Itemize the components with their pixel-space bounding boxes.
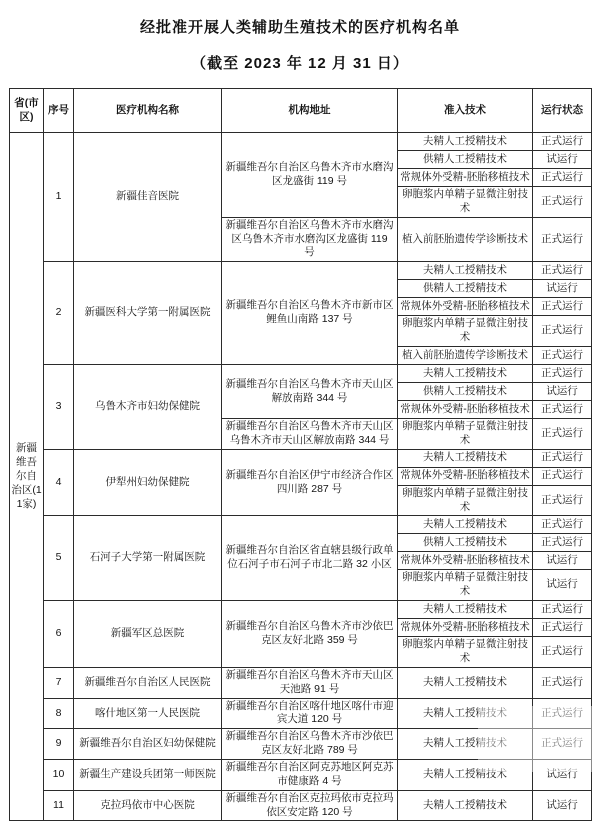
page-subtitle: （截至 2023 年 12 月 31 日） xyxy=(191,55,409,72)
status-cell: 正式运行 xyxy=(533,133,592,151)
address-cell: 新疆维吾尔自治区喀什地区喀什市迎宾大道 120 号 xyxy=(222,698,398,729)
technology-cell: 夫精人工授精技术 xyxy=(398,698,533,729)
table-row xyxy=(10,449,592,467)
index-cell: 7 xyxy=(44,667,74,698)
technology-cell: 常规体外受精-胚胎移植技术 xyxy=(398,401,533,419)
technology-cell: 卵胞浆内单精子显微注射技术 xyxy=(398,485,533,516)
status-cell: 试运行 xyxy=(533,570,592,601)
institution-name-cell: 克拉玛依市中心医院 xyxy=(74,790,222,821)
status-cell: 正式运行 xyxy=(533,169,592,187)
status-cell: 正式运行 xyxy=(533,698,592,729)
index-cell: 3 xyxy=(44,365,74,450)
status-cell: 试运行 xyxy=(533,552,592,570)
status-cell: 正式运行 xyxy=(533,401,592,419)
index-cell: 8 xyxy=(44,698,74,729)
table-row xyxy=(10,667,592,698)
address-cell: 新疆维吾尔自治区伊宁市经济合作区四川路 287 号 xyxy=(222,449,398,516)
institution-name-cell: 新疆维吾尔自治区妇幼保健院 xyxy=(74,729,222,760)
address-cell: 新疆维吾尔自治区克拉玛依市克拉玛依区安定路 120 号 xyxy=(222,790,398,821)
status-cell: 正式运行 xyxy=(533,262,592,280)
index-cell: 11 xyxy=(44,790,74,821)
status-cell: 正式运行 xyxy=(533,365,592,383)
technology-cell: 夫精人工授精技术 xyxy=(398,262,533,280)
index-cell: 10 xyxy=(44,760,74,791)
institution-name-cell: 新疆医科大学第一附属医院 xyxy=(74,262,222,365)
technology-cell: 夫精人工授精技术 xyxy=(398,729,533,760)
status-cell: 正式运行 xyxy=(533,729,592,760)
technology-cell: 常规体外受精-胚胎移植技术 xyxy=(398,169,533,187)
col-header-province: 省(市区) xyxy=(10,89,44,133)
technology-cell: 夫精人工授精技术 xyxy=(398,133,533,151)
status-cell: 正式运行 xyxy=(533,619,592,637)
table-row xyxy=(10,760,592,791)
index-cell: 2 xyxy=(44,262,74,365)
address-cell: 新疆维吾尔自治区乌鲁木齐市沙依巴克区友好北路 789 号 xyxy=(222,729,398,760)
technology-cell: 卵胞浆内单精子显微注射技术 xyxy=(398,316,533,347)
table-row xyxy=(10,698,592,729)
status-cell: 正式运行 xyxy=(533,419,592,450)
technology-cell: 夫精人工授精技术 xyxy=(398,760,533,791)
status-cell: 正式运行 xyxy=(533,316,592,347)
status-cell: 正式运行 xyxy=(533,467,592,485)
address-cell: 新疆维吾尔自治区乌鲁木齐市天山区乌鲁木齐市天山区解放南路 344 号 xyxy=(222,419,398,450)
address-cell: 新疆维吾尔自治区省直辖县级行政单位石河子市石河子市北二路 32 小区 xyxy=(222,516,398,601)
province-cell: 新疆维吾尔自治区(11家) xyxy=(10,133,44,821)
status-cell: 正式运行 xyxy=(533,601,592,619)
technology-cell: 卵胞浆内单精子显微注射技术 xyxy=(398,637,533,668)
technology-cell: 常规体外受精-胚胎移植技术 xyxy=(398,467,533,485)
technology-cell: 夫精人工授精技术 xyxy=(398,790,533,821)
table-row xyxy=(10,790,592,821)
col-header-address: 机构地址 xyxy=(222,89,398,133)
institution-name-cell: 石河子大学第一附属医院 xyxy=(74,516,222,601)
institution-name-cell: 伊犁州妇幼保健院 xyxy=(74,449,222,516)
address-cell: 新疆维吾尔自治区乌鲁木齐市天山区天池路 91 号 xyxy=(222,667,398,698)
table-row xyxy=(10,133,592,151)
status-cell: 正式运行 xyxy=(533,347,592,365)
table-row xyxy=(10,729,592,760)
technology-cell: 夫精人工授精技术 xyxy=(398,449,533,467)
index-cell: 6 xyxy=(44,601,74,668)
status-cell: 试运行 xyxy=(533,760,592,791)
table-row xyxy=(10,365,592,383)
technology-cell: 供精人工授精技术 xyxy=(398,280,533,298)
institution-name-cell: 乌鲁木齐市妇幼保健院 xyxy=(74,365,222,450)
technology-cell: 卵胞浆内单精子显微注射技术 xyxy=(398,419,533,450)
col-header-institution-name: 医疗机构名称 xyxy=(74,89,222,133)
technology-cell: 植入前胚胎遗传学诊断技术 xyxy=(398,217,533,262)
address-cell: 新疆维吾尔自治区乌鲁木齐市水磨沟区乌鲁木齐市水磨沟区龙盛街 119 号 xyxy=(222,217,398,262)
institution-name-cell: 喀什地区第一人民医院 xyxy=(74,698,222,729)
technology-cell: 供精人工授精技术 xyxy=(398,383,533,401)
col-header-technology: 准入技术 xyxy=(398,89,533,133)
col-header-index: 序号 xyxy=(44,89,74,133)
institutions-table xyxy=(9,88,592,821)
status-cell: 正式运行 xyxy=(533,217,592,262)
address-cell: 新疆维吾尔自治区乌鲁木齐市沙依巴克区友好北路 359 号 xyxy=(222,601,398,668)
index-cell: 9 xyxy=(44,729,74,760)
index-cell: 4 xyxy=(44,449,74,516)
status-cell: 试运行 xyxy=(533,151,592,169)
institution-name-cell: 新疆维吾尔自治区人民医院 xyxy=(74,667,222,698)
technology-cell: 常规体外受精-胚胎移植技术 xyxy=(398,298,533,316)
address-cell: 新疆维吾尔自治区阿克苏地区阿克苏市健康路 4 号 xyxy=(222,760,398,791)
status-cell: 正式运行 xyxy=(533,637,592,668)
institution-name-cell: 新疆生产建设兵团第一师医院 xyxy=(74,760,222,791)
table-body xyxy=(10,133,592,821)
status-cell: 试运行 xyxy=(533,383,592,401)
technology-cell: 供精人工授精技术 xyxy=(398,534,533,552)
status-cell: 正式运行 xyxy=(533,534,592,552)
index-cell: 5 xyxy=(44,516,74,601)
status-cell: 正式运行 xyxy=(533,187,592,218)
technology-cell: 常规体外受精-胚胎移植技术 xyxy=(398,552,533,570)
technology-cell: 植入前胚胎遗传学诊断技术 xyxy=(398,347,533,365)
technology-cell: 夫精人工授精技术 xyxy=(398,365,533,383)
status-cell: 正式运行 xyxy=(533,485,592,516)
address-cell: 新疆维吾尔自治区乌鲁木齐市新市区鲤鱼山南路 137 号 xyxy=(222,262,398,365)
status-cell: 正式运行 xyxy=(533,298,592,316)
page-title: 经批准开展人类辅助生殖技术的医疗机构名单 xyxy=(139,19,460,36)
col-header-status: 运行状态 xyxy=(533,89,592,133)
document-page xyxy=(0,16,600,818)
table-row xyxy=(10,601,592,619)
technology-cell: 夫精人工授精技术 xyxy=(398,601,533,619)
status-cell: 试运行 xyxy=(533,790,592,821)
index-cell: 1 xyxy=(44,133,74,262)
status-cell: 正式运行 xyxy=(533,449,592,467)
address-cell: 新疆维吾尔自治区乌鲁木齐市水磨沟区龙盛街 119 号 xyxy=(222,133,398,218)
address-cell: 新疆维吾尔自治区乌鲁木齐市天山区解放南路 344 号 xyxy=(222,365,398,419)
status-cell: 试运行 xyxy=(533,280,592,298)
technology-cell: 夫精人工授精技术 xyxy=(398,516,533,534)
status-cell: 正式运行 xyxy=(533,516,592,534)
technology-cell: 常规体外受精-胚胎移植技术 xyxy=(398,619,533,637)
status-cell: 正式运行 xyxy=(533,667,592,698)
technology-cell: 供精人工授精技术 xyxy=(398,151,533,169)
institution-name-cell: 新疆军区总医院 xyxy=(74,601,222,668)
technology-cell: 夫精人工授精技术 xyxy=(398,667,533,698)
technology-cell: 卵胞浆内单精子显微注射技术 xyxy=(398,187,533,218)
technology-cell: 卵胞浆内单精子显微注射技术 xyxy=(398,570,533,601)
table-row xyxy=(10,516,592,534)
institution-name-cell: 新疆佳音医院 xyxy=(74,133,222,262)
table-row xyxy=(10,262,592,280)
table-header-row xyxy=(10,89,592,133)
